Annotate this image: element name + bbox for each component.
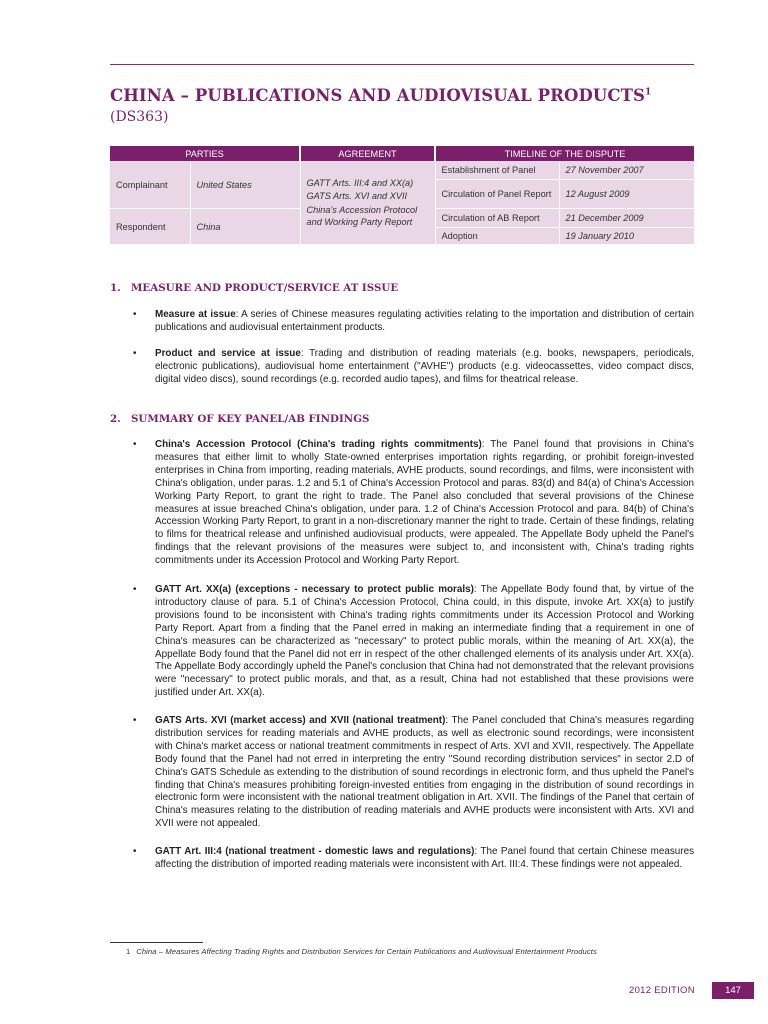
footnote-rule — [110, 942, 203, 943]
agreement-line: GATS Arts. XVI and XVII — [306, 191, 408, 201]
top-rule — [110, 64, 694, 65]
bullet-label: GATT Art. XX(a) (exceptions - necessary to protect public morals) — [155, 584, 474, 595]
timeline-date: 27 November 2007 — [559, 161, 694, 180]
bullet-label: GATS Arts. XVI (market access) and XVII (national treatment) — [155, 715, 446, 726]
bullet-dot: • — [133, 439, 137, 450]
section-heading-2 — [110, 413, 369, 425]
timeline-event: Circulation of Panel Report — [435, 180, 559, 209]
dispute-summary-table — [110, 146, 695, 245]
footnote-ref: 1 — [645, 87, 652, 98]
footnote-text: China – Measures Affecting Trading Rights and Distribution Services for Certain Publications and Audiovisual Entertainment Products — [136, 947, 597, 956]
agreement-cell — [300, 161, 435, 245]
timeline-event: Adoption — [435, 228, 559, 245]
bullet-label: Product and service at issue — [155, 348, 301, 359]
footnote — [126, 947, 597, 956]
section-number: 1. — [110, 282, 121, 294]
bullet-item — [133, 309, 694, 335]
respondent-value: China — [190, 209, 300, 245]
bullet-text: : A series of Chinese measures regulating activities relating to the importation and distribution of certain publications and audiovisual entertainment products. — [155, 309, 694, 333]
agreement-line: China's Accession Protocol and Working Party Report — [306, 204, 418, 227]
bullet-dot: • — [133, 348, 137, 359]
timeline-event: Circulation of AB Report — [435, 209, 559, 228]
edition-label: 2012 EDITION — [629, 985, 695, 996]
timeline-date: 21 December 2009 — [559, 209, 694, 228]
page-title — [110, 86, 651, 105]
bullet-text: : Trading and distribution of reading materials (e.g. books, newspapers, periodicals, electronic publications), audiovisual home entertainment ("AVHE") products (e.g. videocassettes, video compact discs, digital video discs), sound recordings (e.g. recorded audio tapes), and films for theatrical release. — [155, 348, 694, 385]
timeline-date: 12 August 2009 — [559, 180, 694, 209]
bullet-label: China's Accession Protocol (China's trading rights commitments) — [155, 439, 482, 450]
section-title: SUMMARY OF KEY PANEL/AB FINDINGS — [131, 413, 370, 425]
respondent-label: Respondent — [110, 209, 190, 245]
complainant-label: Complainant — [110, 161, 190, 209]
bullet-item — [133, 846, 695, 872]
section-number: 2. — [110, 413, 121, 425]
page-number: 147 — [712, 982, 754, 999]
bullet-text: : The Panel found that certain Chinese measures affecting the distribution of imported reading materials were inconsistent with Art. III:4. These findings were not appealed. — [155, 846, 695, 870]
agreement-line: GATT Arts. III:4 and XX(a) — [306, 177, 414, 188]
bullet-item — [133, 439, 694, 568]
section-heading-1 — [110, 282, 398, 294]
header-parties: PARTIES — [110, 146, 300, 161]
bullet-dot: • — [133, 715, 137, 726]
footnote-number: 1 — [126, 947, 131, 956]
bullet-text: : The Appellate Body found that, by virtue of the introductory clause of para. 5.1 of China's Accession Protocol, China could, in this dispute, invoke Art. XX(a) to justify provisions found to be inconsistent with China's trading rights commitments under its Accession Protocol and Working Party Report. Apart from a finding that the Panel erred in making an intermediate finding that a requirement in one of China's measures can be characterized as "necessary" to protect public morals, within the meaning of Art. XX(a), the Appellate Body found that the Panel did not err in respect of the other challenged elements of its analysis under Art. XX(a). The Appellate Body accordingly upheld the Panel's conclusion that China had not demonstrated that the relevant provisions were "necessary" to protect public morals, and that, as a result, China had not established that these provisions were justified under Art. XX(a). — [155, 584, 694, 699]
page-title-text: CHINA – PUBLICATIONS AND AUDIOVISUAL PRODUCTS — [110, 86, 645, 105]
bullet-item — [133, 584, 694, 700]
case-number: (DS363) — [110, 109, 169, 125]
timeline-date: 19 January 2010 — [559, 228, 694, 245]
bullet-label: GATT Art. III:4 (national treatment - domestic laws and regulations) — [155, 846, 475, 857]
section-title: MEASURE AND PRODUCT/SERVICE AT ISSUE — [131, 282, 399, 294]
bullet-label: Measure at issue — [155, 309, 236, 320]
header-agreement: AGREEMENT — [300, 146, 435, 161]
header-timeline: TIMELINE OF THE DISPUTE — [435, 146, 694, 161]
bullet-text: : The Panel concluded that China's measures regarding distribution services for reading materials and AVHE products, as well as electronic sound recordings, were inconsistent with China's market access or national treatment commitments in respect of Arts. XVI and XVII, respectively. The Appellate Body found that the Panel had not erred in interpreting the entry "Sound recording distribution services" in sector 2.D of China's GATS Schedule as extending to the distribution of sound recordings in electronic form, and thus upheld the Panel's finding that China's measures prohibiting foreign-invested entities from engaging in the distribution of sound recordings in electronic form were inconsistent with the national treatment obligation in Art. XVII. The findings of the Panel that certain of China's measures relating to the distribution of reading materials and AVHE products were inconsistent with Arts. XVI and XVII were not appealed. — [155, 715, 694, 830]
bullet-item — [133, 348, 694, 387]
bullet-item — [133, 715, 694, 831]
complainant-value: United States — [190, 161, 300, 209]
bullet-dot: • — [133, 309, 137, 320]
bullet-dot: • — [133, 846, 137, 857]
bullet-dot: • — [133, 584, 137, 595]
timeline-event: Establishment of Panel — [435, 161, 559, 180]
bullet-text: : The Panel found that provisions in China's measures that either limit to wholly State-owned enterprises importation rights regarding, or prohibit foreign-invested enterprises in China from importing, reading materials, AVHE products, sound recordings, and films, were inconsistent with China's obligation, under paras. 1.2 and 5.1 of China's Accession Protocol and paras. 83(d) and 84(a) of China's Accession Working Party Report, to grant the right to trade. The Panel also concluded that several provisions of the Chinese measures at issue breached China's obligation, under para. 1.2 of China's Accession Protocol and para. 84(b) of China's Accession Working Party Report, to grant in a non-discretionary manner the right to trade. Certain of these findings, relating to films for theatrical release and unfinished audiovisual products, were appealed. The Appellate Body upheld the Panel's findings that the relevant provisions of the measures were subject to, and inconsistent with, China's trading rights commitments under its Accession Protocol and Working Party Report. — [155, 439, 694, 567]
